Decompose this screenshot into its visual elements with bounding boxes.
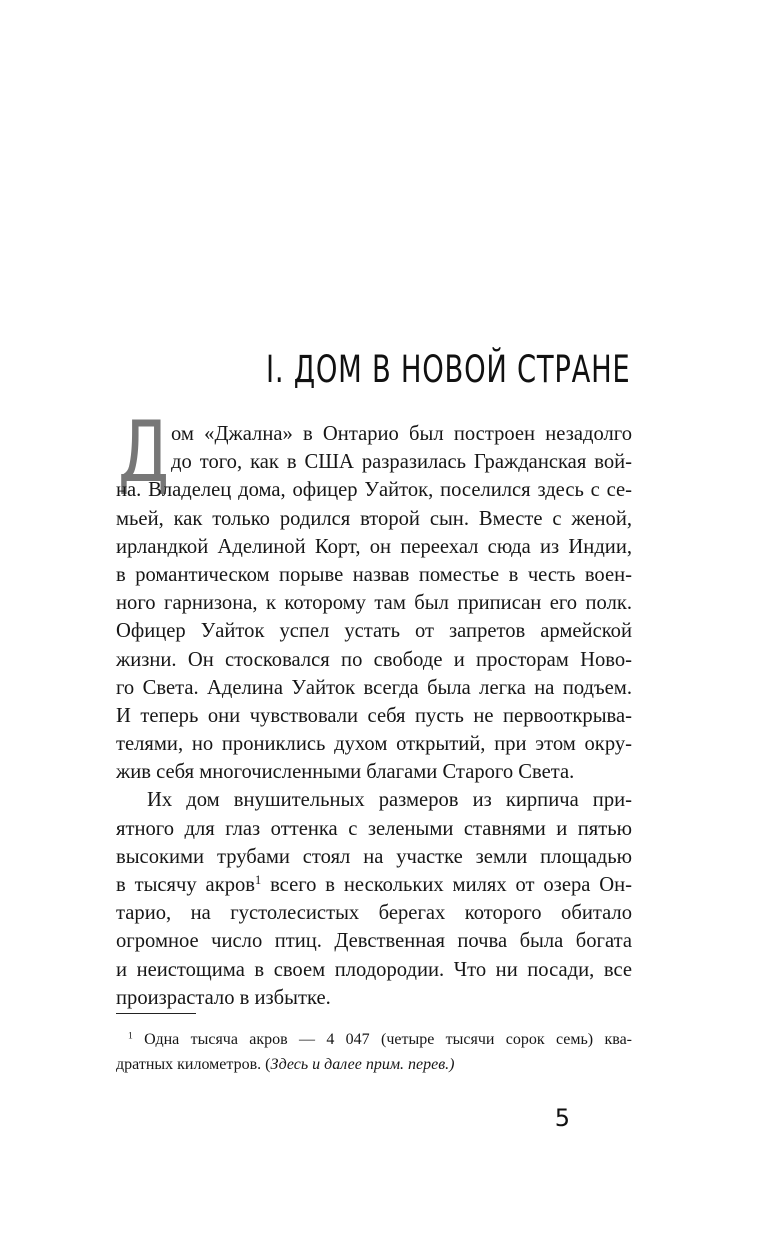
text-line: Офицер Уайток успел устать от запретов армейской [116, 620, 632, 643]
footnote-text: дратных километров. ( [116, 1056, 271, 1073]
text-line-with-footnote [116, 871, 632, 899]
text-line: произрастало в избытке. [116, 986, 331, 1009]
text-fragment: в тысячу акров [116, 874, 256, 896]
text-line: до того, как в США разразилась Гражданская вой- [171, 451, 632, 474]
chapter-title: I. ДОМ В НОВОЙ СТРАНЕ [265, 348, 630, 391]
text-line: жизни. Он стосковался по свободе и просторам Ново- [116, 648, 632, 671]
text-line: тарио, на густолесистых берегах которого обитало [116, 902, 632, 925]
text-line: жив себя многочисленными благами Старого Света. [116, 761, 575, 784]
text-line: ирландкой Аделиной Корт, он переехал сюда из Индии, [116, 535, 632, 558]
footnote-text: Одна тысяча акров — 4 047 (четыре тысячи сорок семь) ква- [144, 1031, 632, 1048]
footnote-divider [116, 1013, 196, 1014]
footnote-reference: 1 [255, 873, 262, 888]
text-line: телями, но прониклись духом открытий, при этом окру- [116, 733, 632, 756]
text-line: и неистощима в своем плодородии. Что ни посади, все [116, 958, 632, 981]
text-line: огромное число птиц. Девственная почва была богата [116, 930, 632, 953]
text-line: ного гарнизона, к которому там был приписан его полк. [116, 592, 632, 615]
body-text [116, 420, 632, 1012]
drop-cap: Д [118, 403, 170, 501]
text-line: высокими трубами стоял на участке земли площадью [116, 845, 632, 868]
footnote-italic-note: Здесь и далее прим. перев.) [270, 1056, 455, 1073]
text-line: на. Владелец дома, офицер Уайток, поселился здесь с се- [116, 479, 632, 502]
footnote [116, 1027, 632, 1077]
page-number: 5 [554, 1104, 570, 1132]
text-line: ом «Джална» в Онтарио был построен незадолго [171, 423, 632, 445]
text-line: го Света. Аделина Уайток всегда была легка на подъем. [116, 676, 632, 699]
text-line: в романтическом порыве назвав поместье в честь воен- [116, 563, 632, 586]
footnote-line [116, 1027, 632, 1052]
text-line: ятного для глаз оттенка с зелеными ставнями и пятью [116, 817, 632, 840]
text-line: мьей, как только родился второй сын. Вместе с женой, [116, 507, 632, 530]
text-line: Их дом внушительных размеров из кирпича при- [147, 789, 632, 812]
footnote-line [116, 1052, 632, 1077]
footnote-marker: 1 [128, 1030, 133, 1042]
text-line: И теперь они чувствовали себя пусть не первооткрыва- [116, 704, 632, 727]
text-fragment: всего в нескольких милях от озера Он- [270, 874, 633, 896]
